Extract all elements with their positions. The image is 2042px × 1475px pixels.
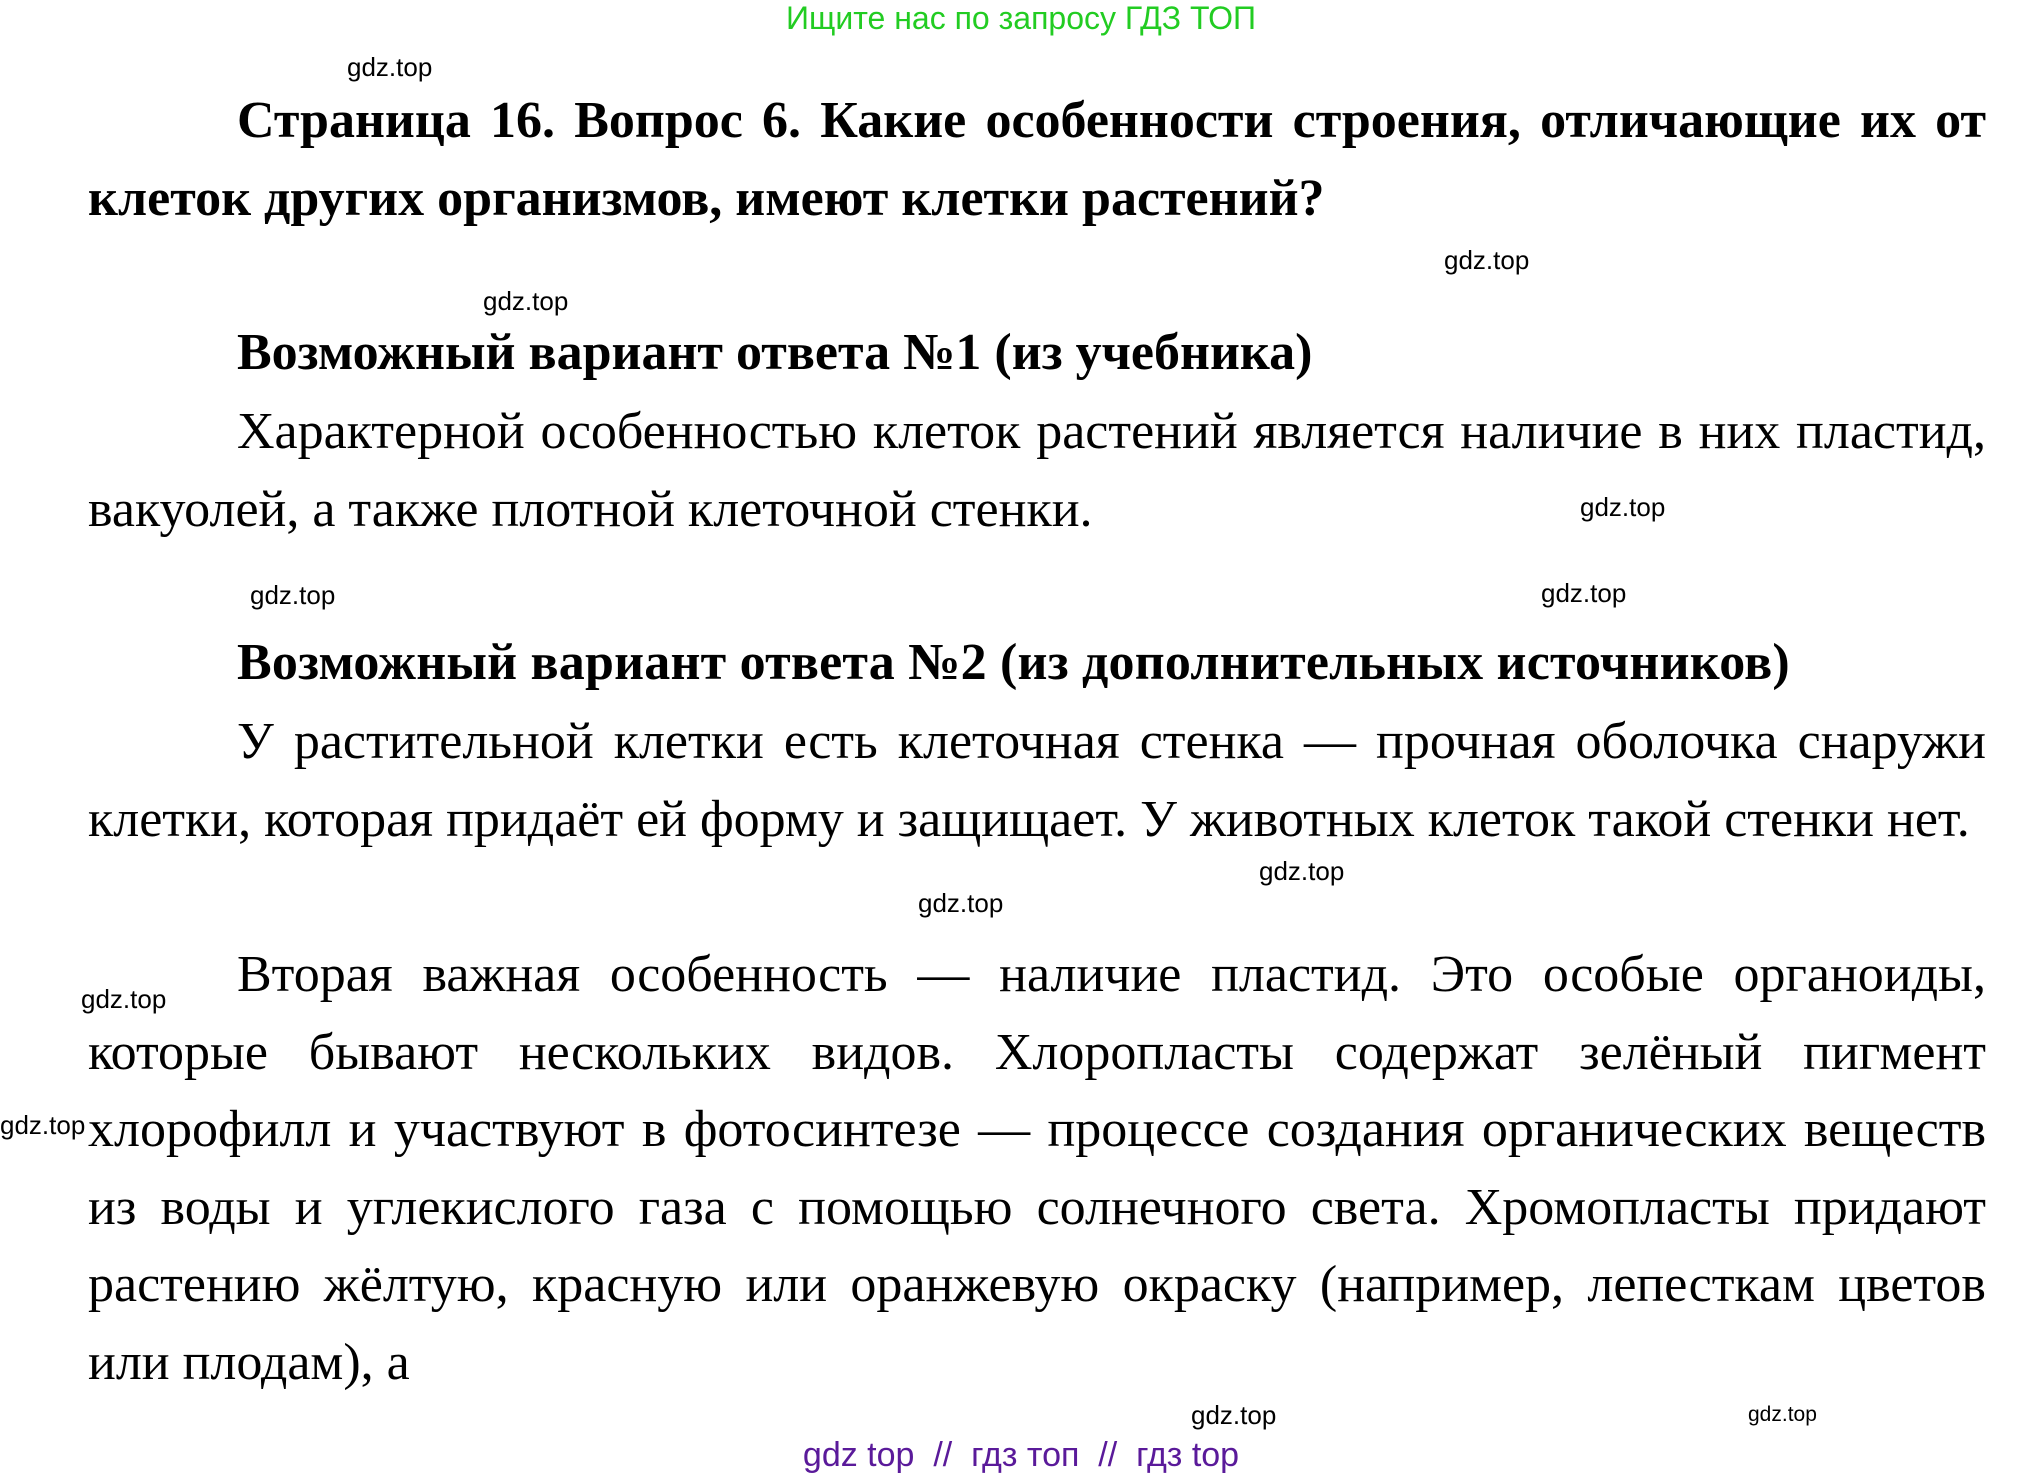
watermark: gdz.top — [347, 52, 433, 82]
watermark: gdz.top — [0, 1110, 86, 1140]
top-banner: Ищите нас по запросу ГДЗ ТОП — [786, 0, 1256, 36]
watermark: gdz.top — [1259, 856, 1345, 886]
watermark: gdz.top — [81, 984, 167, 1014]
watermark: gdz.top — [1748, 1403, 1817, 1426]
answer1-text: Характерной особенностью клеток растений является наличие в них пластид, вакуолей, а также плотной клеточной стенки. — [88, 403, 1986, 538]
watermark: gdz.top — [1191, 1400, 1277, 1430]
answer2-paragraph: Вторая важная особенность — наличие пластид. Это особые органоиды, которые бывают нескольких видов. Хлоропласты содержат зелёный пигмент хлорофилл и участвуют в фотосинтезе — процессе создания органических веществ из воды и углекислого газа с помощью солнечного света. Хромопласты придают растению жёлтую, красную или оранжевую окраску (например, лепесткам цветов или плодам), а — [88, 946, 1986, 1391]
watermark: gdz.top — [918, 888, 1004, 918]
footer-watermark: gdz top // гдз топ // гдз top — [802, 1436, 1240, 1474]
watermark: gdz.top — [1541, 578, 1627, 608]
watermark: gdz.top — [250, 580, 336, 610]
watermark: gdz.top — [483, 286, 569, 316]
question-title: Страница 16. Вопрос 6. Какие особенности строения, отличающие их от клеток других организмов, имеют клетки растений? — [88, 92, 1986, 227]
answer1-heading: Возможный вариант ответа №1 (из учебника) — [237, 324, 1313, 381]
answer2-paragraph: У растительной клетки есть клеточная стенка — прочная оболочка снаружи клетки, которая придаёт ей форму и защищает. У животных клеток такой стенки нет. — [88, 713, 1986, 848]
watermark: gdz.top — [1580, 492, 1666, 522]
answer2-heading: Возможный вариант ответа №2 (из дополнительных источников) — [237, 634, 1790, 691]
watermark: gdz.top — [1444, 245, 1530, 275]
